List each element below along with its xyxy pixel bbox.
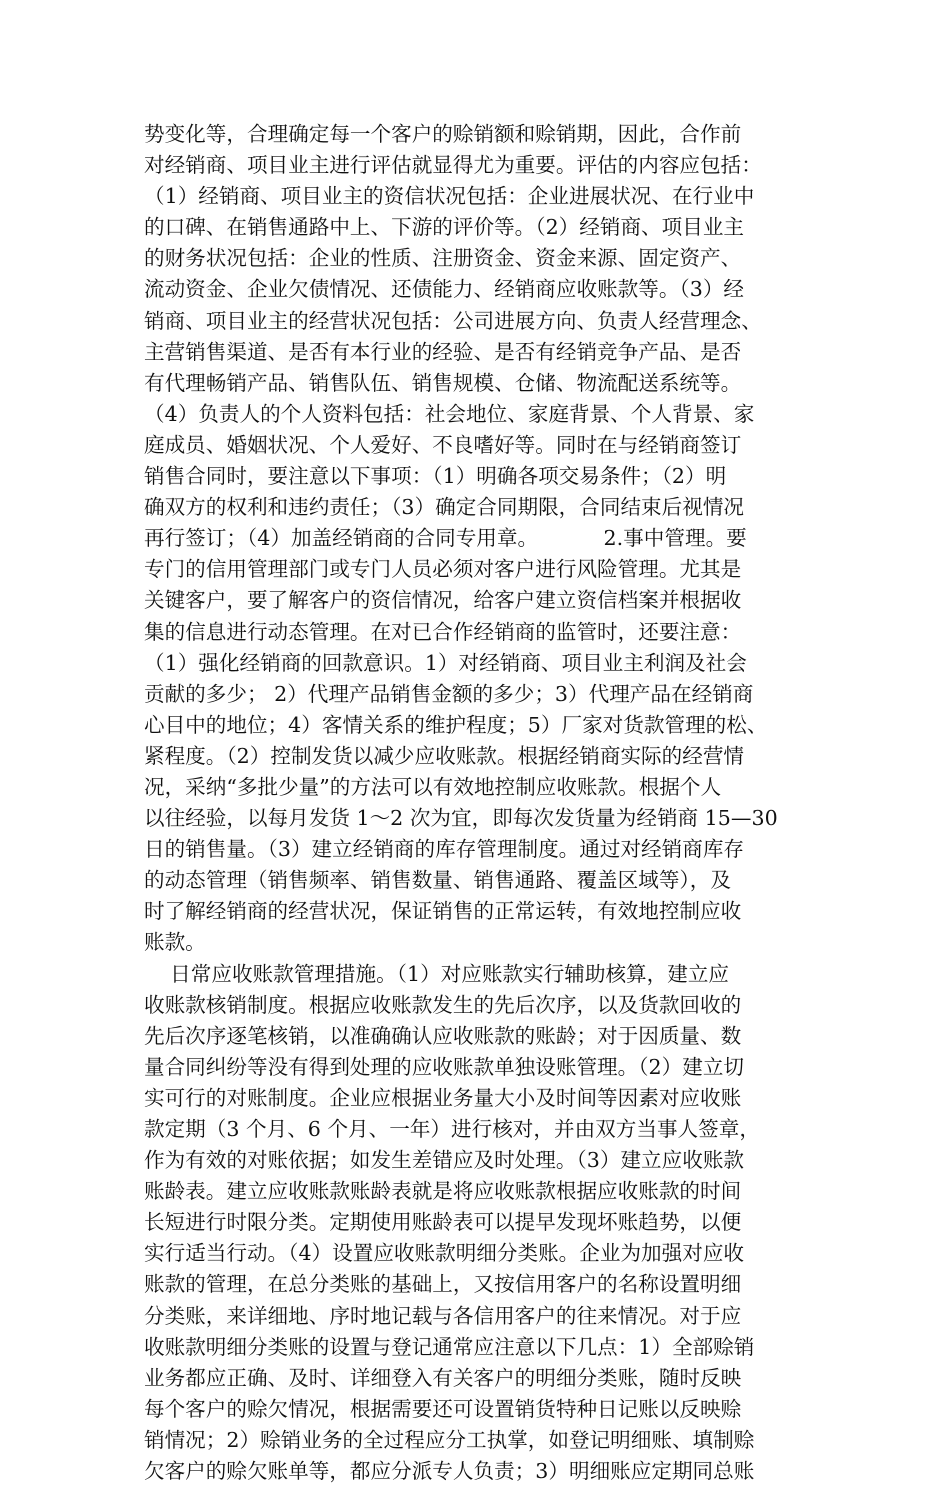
text-line: 销售合同时，要注意以下事项：（1）明确各项交易条件；（2）明 [144, 464, 727, 489]
text-line: 再行签订；（4）加盖经销商的合同专用章。 2.事中管理。要 [144, 526, 747, 551]
text-line: （1）强化经销商的回款意识。1）对经销商、项目业主利润及社会 [144, 650, 747, 675]
text-line: 势变化等，合理确定每一个客户的赊销额和赊销期，因此，合作前 [144, 122, 742, 146]
text-line: 收账款核销制度。根据应收账款发生的先后次序，以及货款回收的 [144, 992, 742, 1017]
text-line: 的口碑、在销售通路中上、下游的评价等。（2）经销商、项目业主 [144, 215, 745, 240]
text-line: 作为有效的对账依据；如发生差错应及时处理。（3）建立应收账款 [144, 1148, 745, 1173]
text-line: 庭成员、婚姻状况、个人爱好、不良嗜好等。同时在与经销商签订 [144, 432, 742, 457]
text-line: （1）经销商、项目业主的资信状况包括：企业进展状况、在行业中 [144, 184, 755, 209]
text-line: 销商、项目业主的经营状况包括：公司进展方向、负责人经营理念、 [144, 308, 762, 333]
text-line: 日的销售量。（3）建立经销商的库存管理制度。通过对经销商库存 [144, 837, 745, 862]
text-line: 流动资金、企业欠债情况、还债能力、经销商应收账款等。（3）经 [144, 277, 745, 302]
text-line: 实行适当行动。（4）设置应收账款明细分类账。企业为加强对应收 [144, 1241, 745, 1266]
text-line: 账龄表。建立应收账款账龄表就是将应收账款根据应收账款的时间 [144, 1179, 742, 1204]
text-line: 贡献的多少； 2）代理产品销售金额的多少；3）代理产品在经销商 [144, 681, 754, 706]
text-line: 对经销商、项目业主进行评估就显得尤为重要。评估的内容应包括： [144, 153, 762, 178]
text-line: 实可行的对账制度。企业应根据业务量大小及时间等因素对应收账 [144, 1085, 742, 1110]
text-line: 长短进行时限分类。定期使用账龄表可以提早发现坏账趋势，以便 [144, 1210, 742, 1235]
text-line: 业务都应正确、及时、详细登入有关客户的明细分类账，随时反映 [144, 1365, 742, 1390]
document-body-text [144, 119, 809, 1487]
text-line: 分类账，来详细地、序时地记载与各信用客户的往来情况。对于应 [144, 1303, 742, 1328]
text-line: 确双方的权利和违约责任；（3）确定合同期限，合同结束后视情况 [144, 495, 745, 520]
text-line: 销情况；2）赊销业务的全过程应分工执掌，如登记明细账、填制赊 [144, 1427, 755, 1452]
text-line: 款定期（3 个月、6 个月、一年）进行核对，并由双方当事人签章， [144, 1117, 760, 1141]
text-line: 账款。 [144, 930, 206, 955]
text-line: 集的信息进行动态管理。在对已合作经销商的监管时，还要注意： [144, 619, 742, 644]
text-line: （4）负责人的个人资料包括：社会地位、家庭背景、个人背景、家 [144, 401, 755, 426]
text-line: 以往经验，以每月发货 1～2 次为宜，即每次发货量为经销商 15—30 [144, 806, 778, 831]
text-line: 每个客户的赊欠情况，根据需要还可设置销货特种日记账以反映赊 [144, 1396, 742, 1421]
text-line: 关键客户，要了解客户的资信情况，给客户建立资信档案并根据收 [144, 588, 742, 613]
text-line: 主营销售渠道、是否有本行业的经验、是否有经销竞争产品、是否 [144, 339, 742, 364]
text-line: 时了解经销商的经营状况，保证销售的正常运转，有效地控制应收 [144, 899, 742, 924]
text-line: 量合同纠纷等没有得到处理的应收账款单独设账管理。（2）建立切 [144, 1054, 745, 1079]
text-line: 心目中的地位；4）客情关系的维护程度；5）厂家对货款管理的松、 [144, 712, 768, 737]
text-line: 收账款明细分类账的设置与登记通常应注意以下几点：1）全部赊销 [144, 1334, 755, 1359]
text-line: 账款的管理，在总分类账的基础上，又按信用客户的名称设置明细 [144, 1272, 742, 1297]
text-line: 专门的信用管理部门或专门人员必须对客户进行风险管理。尤其是 [144, 557, 742, 582]
text-line: 的财务状况包括：企业的性质、注册资金、资金来源、固定资产、 [144, 246, 742, 271]
text-line: 况，采纳“多批少量”的方法可以有效地控制应收账款。根据个人 [144, 774, 722, 799]
text-line: 先后次序逐笔核销，以准确确认应收账款的账龄；对于因质量、数 [144, 1023, 742, 1048]
text-line: 紧程度。（2）控制发货以减少应收账款。根据经销商实际的经营情 [144, 743, 745, 768]
text-line: 有代理畅销产品、销售队伍、销售规模、仓储、物流配送系统等。 [144, 370, 742, 395]
text-line: 日常应收账款管理措施。（1）对应账款实行辅助核算，建立应 [144, 961, 730, 986]
text-line: 欠客户的赊欠账单等，都应分派专人负责；3）明细账应定期同总账 [144, 1459, 755, 1484]
text-line: 的动态管理（销售频率、销售数量、销售通路、覆盖区域等），及 [144, 868, 731, 893]
